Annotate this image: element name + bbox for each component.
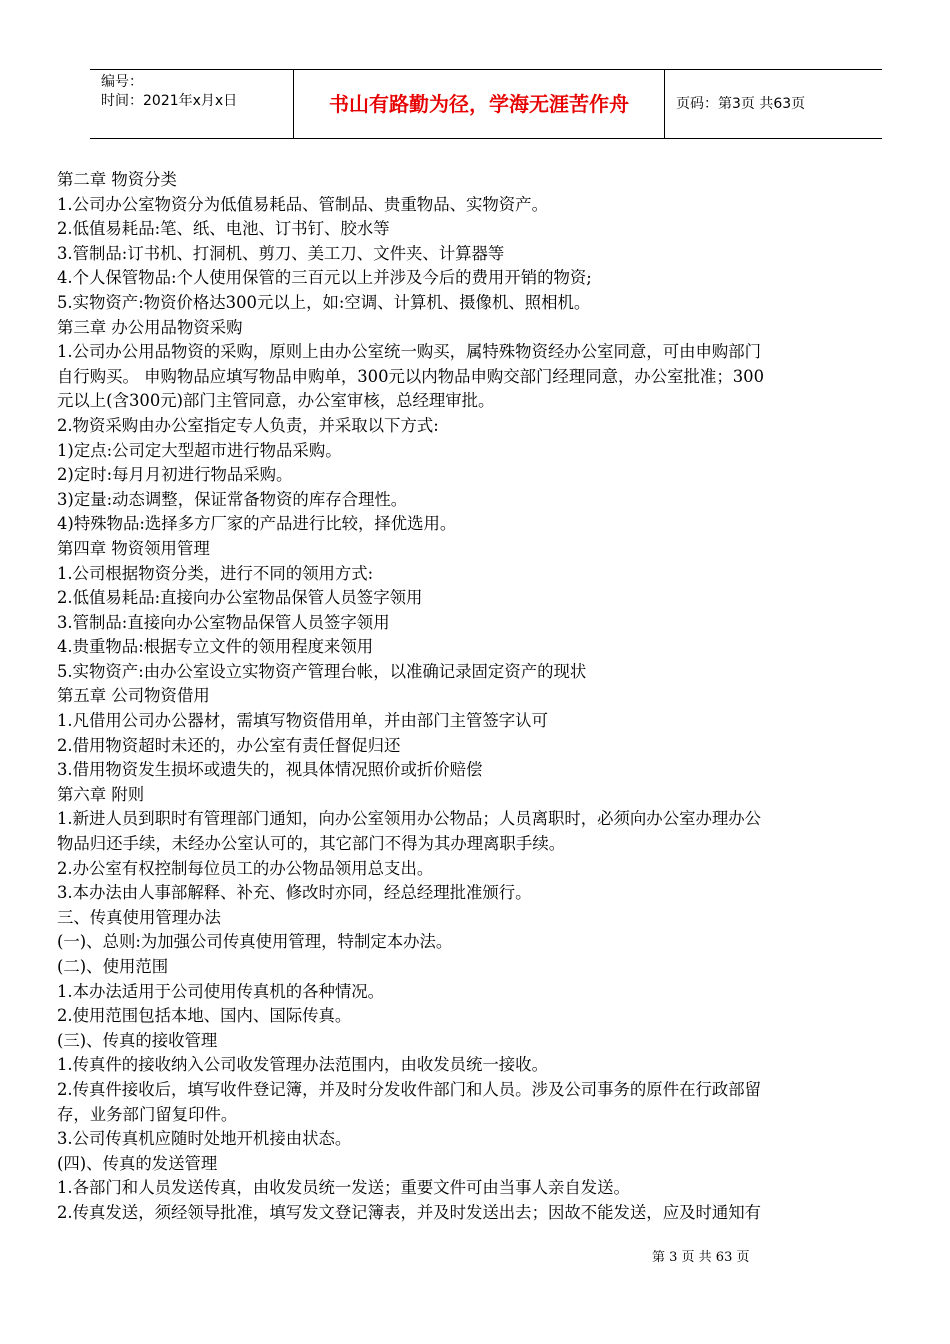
text-line: 1.传真件的接收纳入公司收发管理办法范围内，由收发员统一接收。 (57, 1055, 548, 1075)
text-line: 3.本办法由人事部解释、补充、修改时亦同，经总经理批准颁行。 (57, 883, 532, 903)
text-line: 1)定点:公司定大型超市进行物品采购。 (57, 440, 342, 460)
text-line: 2.低值易耗品:直接向办公室物品保管人员签字领用 (57, 588, 423, 608)
text-line: 4.个人保管物品:个人使用保管的三百元以上并涉及今后的费用开销的物资; (57, 268, 592, 288)
document-code-label: 编号： (101, 74, 143, 90)
header-motto-cell (294, 70, 665, 138)
document-time-label: 时间：2021年x月x日 (101, 93, 238, 109)
text-line: 4)特殊物品:选择多方厂家的产品进行比较，择优选用。 (57, 514, 457, 534)
text-line: 5.实物资产:物资价格达300元以上，如:空调、计算机、摄像机、照相机。 (57, 292, 591, 312)
text-line: 第六章 附则 (57, 784, 145, 804)
text-line: 三、传真使用管理办法 (57, 907, 221, 927)
page-footer: 第 3 页 共 63 页 (652, 1250, 750, 1265)
text-line: 1.各部门和人员发送传真，由收发员统一发送；重要文件可由当事人亲自发送。 (57, 1178, 630, 1198)
text-line: 2.传真件接收后，填写收件登记簿，并及时分发收件部门和人员。涉及公司事务的原件在行政部留 (57, 1079, 762, 1099)
text-line: 3.借用物资发生损坏或遗失的，视具体情况照价或折价赔偿 (57, 760, 483, 780)
text-line: 自行购买。 申购物品应填写物品申购单，300元以内物品申购交部门经理同意，办公室批准；300 (57, 366, 765, 386)
text-line: 第五章 公司物资借用 (57, 686, 210, 706)
text-line: 第四章 物资领用管理 (57, 538, 210, 558)
text-line: 2)定时:每月月初进行物品采购。 (57, 465, 293, 485)
text-line: 3.管制品:直接向办公室物品保管人员签字领用 (57, 612, 390, 632)
text-line: 2.物资采购由办公室指定专人负责，并采取以下方式: (57, 415, 439, 435)
document-body (57, 168, 897, 1226)
text-line: 2.借用物资超时未还的，办公室有责任督促归还 (57, 735, 401, 755)
text-line: 2.传真发送，须经领导批准，填写发文登记簿表，并及时发送出去；因故不能发送，应及时通知有 (57, 1202, 762, 1222)
header-page-cell (665, 70, 882, 138)
header-info-cell (90, 70, 294, 138)
text-line: (三)、传真的接收管理 (57, 1030, 218, 1050)
text-line: 5.实物资产:由办公室设立实物资产管理台帐，以准确记录固定资产的现状 (57, 661, 587, 681)
text-line: 1.公司办公室物资分为低值易耗品、管制品、贵重物品、实物资产。 (57, 194, 548, 214)
text-line: 存，业务部门留复印件。 (57, 1104, 238, 1124)
text-line: (四)、传真的发送管理 (57, 1153, 218, 1173)
text-line: 3.管制品:订书机、打洞机、剪刀、美工刀、文件夹、计算器等 (57, 243, 505, 263)
text-line: 第三章 办公用品物资采购 (57, 317, 243, 337)
header-page-number: 页码：第3页 共63页 (676, 96, 806, 112)
text-line: 物品归还手续，未经办公室认可的，其它部门不得为其办理离职手续。 (57, 834, 566, 854)
text-line: 2.办公室有权控制每位员工的办公物品领用总支出。 (57, 858, 434, 878)
text-line: (二)、使用范围 (57, 957, 169, 976)
text-line: 第二章 物资分类 (57, 170, 177, 189)
text-line: 1.凡借用公司办公器材，需填写物资借用单，并由部门主管签字认可 (57, 711, 548, 731)
text-line: 1.新进人员到职时有管理部门通知，向办公室领用办公物品；人员离职时，必须向办公室办理办公 (57, 809, 762, 829)
text-line: 1.本办法适用于公司使用传真机的各种情况。 (57, 981, 385, 1001)
page-header-table (90, 69, 882, 139)
text-line: (一)、总则:为加强公司传真使用管理，特制定本办法。 (57, 932, 453, 952)
text-line: 元以上(含300元)部门主管同意，办公室审核，总经理审批。 (57, 391, 495, 411)
text-line: 4.贵重物品:根据专立文件的领用程度来领用 (57, 637, 374, 657)
text-line: 2.低值易耗品:笔、纸、电池、订书钉、胶水等 (57, 219, 390, 239)
header-motto: 书山有路勤为径，学海无涯苦作舟 (329, 92, 629, 116)
text-line: 3)定量:动态调整，保证常备物资的库存合理性。 (57, 489, 408, 509)
text-line: 3.公司传真机应随时处地开机接由状态。 (57, 1129, 352, 1149)
text-line: 1.公司办公用品物资的采购，原则上由办公室统一购买，属特殊物资经办公室同意，可由申购部门 (57, 342, 762, 362)
text-line: 1.公司根据物资分类，进行不同的领用方式: (57, 563, 374, 583)
text-line: 2.使用范围包括本地、国内、国际传真。 (57, 1006, 352, 1026)
